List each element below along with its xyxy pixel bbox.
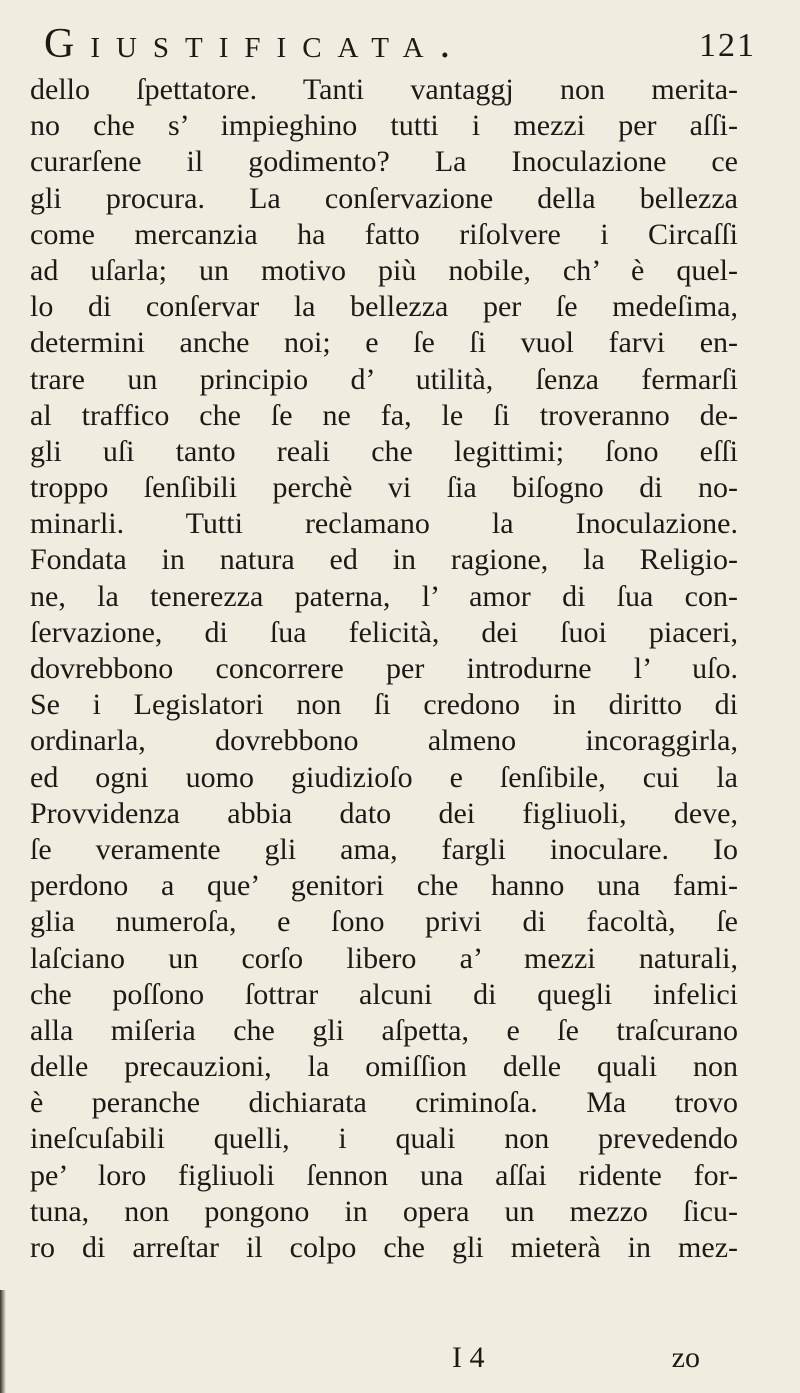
page-number: 121 xyxy=(699,27,756,64)
text-line: ſervazione, di ſua felicità, dei ſuoi piaceri, xyxy=(30,615,738,649)
text-line: ſe veramente gli ama, fargli inoculare. Io xyxy=(30,832,738,866)
text-line: ad uſarla; un motivo più nobile, ch’ è quel- xyxy=(30,253,738,287)
text-line: gli uſi tanto reali che legittimi; ſono eſſi xyxy=(30,434,738,468)
text-line: alla miſeria che gli aſpetta, e ſe traſcurano xyxy=(30,1013,738,1047)
running-title: Giustificata. xyxy=(44,21,467,67)
binding-edge-shadow xyxy=(0,1290,6,1393)
text-line: ineſcuſabili quelli, i quali non prevedendo xyxy=(30,1122,738,1156)
text-line: tuna, non pongono in opera un mezzo ſicu- xyxy=(30,1194,738,1228)
text-line: dello ſpettatore. Tanti vantaggj non merita- xyxy=(30,73,738,106)
text-line: delle precauzioni, la omiſſion delle quali non xyxy=(30,1050,738,1084)
text-line: ro di arreſtar il colpo che gli mieterà in mez- xyxy=(30,1231,738,1264)
text-line: Provvidenza abbia dato dei figliuoli, deve, xyxy=(30,796,738,830)
text-line: curarſene il godimento? La Inoculazione ce xyxy=(30,145,738,179)
text-line: al traffico che ſe ne fa, le ſi troveranno de- xyxy=(30,398,738,432)
text-line: come mercanzia ha fatto riſolvere i Circaſſi xyxy=(30,217,738,251)
running-head xyxy=(44,12,756,68)
text-line: dovrebbono concorrere per introdurne l’ uſo. xyxy=(30,652,738,685)
text-line: ed ogni uomo giudizioſo e ſenſibile, cui la xyxy=(30,760,738,794)
text-line: laſciano un corſo libero a’ mezzi naturali, xyxy=(30,941,738,975)
text-line: perdono a que’ genitori che hanno una fami- xyxy=(30,869,738,903)
text-line: Fondata in natura ed in ragione, la Religio- xyxy=(30,543,738,577)
signature-mark: I 4 xyxy=(452,1341,485,1374)
catchword: zo xyxy=(671,1341,700,1374)
text-line: Se i Legislatori non ſi credono in diritto di xyxy=(30,688,738,722)
text-line: lo di conſervar la bellezza per ſe medeſima, xyxy=(30,290,738,324)
text-line: no che s’ impieghino tutti i mezzi per aſſi- xyxy=(30,109,738,143)
text-line: trare un principio d’ utilità, ſenza fermarſi xyxy=(30,362,738,396)
text-line: ne, la tenerezza paterna, l’ amor di ſua con- xyxy=(30,579,738,613)
text-line: glia numeroſa, e ſono privi di facoltà, ſe xyxy=(30,905,738,939)
body-text xyxy=(30,72,738,1266)
text-line: pe’ loro figliuoli ſennon una aſſai ridente for- xyxy=(30,1158,738,1192)
text-line: troppo ſenſibili perchè vi ſia biſogno di no- xyxy=(30,471,738,505)
text-line: che poſſono ſottrar alcuni di quegli infelici xyxy=(30,977,738,1011)
text-line: gli procura. La conſervazione della bellezza xyxy=(30,181,738,215)
text-line: minarli. Tutti reclamano la Inoculazione. xyxy=(30,507,738,541)
text-line: determini anche noi; e ſe ſi vuol farvi en- xyxy=(30,326,738,360)
page-footer xyxy=(30,1340,738,1380)
text-line: ordinarla, dovrebbono almeno incoraggirla, xyxy=(30,724,738,758)
text-line: è peranche dichiarata criminoſa. Ma trovo xyxy=(30,1086,738,1120)
